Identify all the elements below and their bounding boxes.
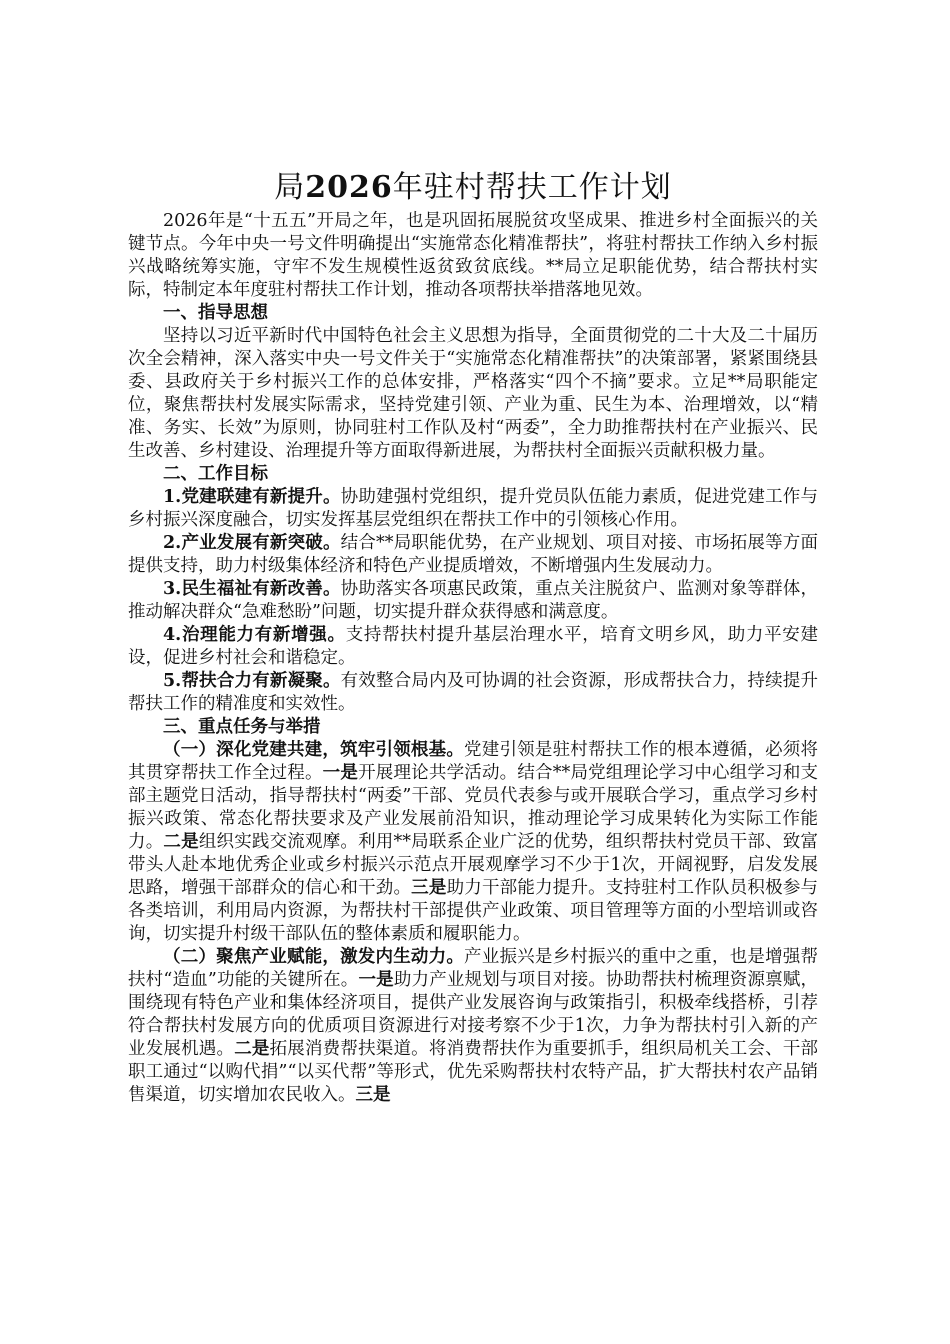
- goal-lead: 3.民生福祉有新改善。: [163, 579, 341, 599]
- task-text: 助力产业规划与项目对接。协助帮扶村梳理资源禀赋，围绕现有特色产业和集体经济项目，提供产业发展咨询与政策指引，积极牵线搭桥，引荐符合帮扶村发展方向的优质项目资源进行对接考察不少于1次，力争为帮扶村引入新的产业发展机遇。: [128, 970, 819, 1059]
- goal-item: [128, 670, 818, 716]
- goal-lead: 1.党建联建有新提升。: [163, 487, 341, 507]
- task-text: 助力干部能力提升。支持驻村工作队员积极参与各类培训，利用局内资源，为帮扶村干部提供产业政策、项目管理等方面的小型培训或咨询，切实提升村级干部队伍的整体素质和履职能力。: [128, 878, 819, 944]
- goal-item: [128, 578, 818, 624]
- task-text: 拓展消费帮扶渠道。将消费帮扶作为重要抓手，组织局机关工会、干部职工通过“以购代捐”“以买代帮”等形式，优先采购帮扶村农特产品，扩大帮扶村农产品销售渠道，切实增加农民收入。: [128, 1039, 819, 1105]
- section-heading-2: 二、工作目标: [163, 464, 268, 484]
- task-text: 组织实践交流观摩。利用**局联系企业广泛的优势，组织帮扶村党员干部、致富带头人赴本地优秀企业或乡村振兴示范点开展观摩学习不少于1次，开阔视野，启发发展思路，增强干部群众的信心和干劲。: [128, 832, 819, 898]
- title-year: 2026: [305, 170, 393, 205]
- goal-item: [128, 624, 818, 670]
- task-text: 党建引领是驻村帮扶工作的根本遵循，必须将其贯穿帮扶工作全过程。: [128, 740, 819, 783]
- section-heading-1: 一、指导思想: [163, 303, 268, 323]
- task-paragraph-2: [128, 946, 818, 1107]
- goal-text: 有效整合局内及可协调的社会资源，形成帮扶合力，持续提升帮扶工作的精准度和实效性。: [128, 671, 818, 714]
- goal-item: [128, 486, 818, 532]
- task-paragraph-1: [128, 739, 818, 946]
- task-keyword: 二是: [163, 832, 199, 852]
- goal-lead: 4.治理能力有新增强。: [163, 625, 346, 645]
- goal-item: [128, 532, 818, 578]
- task-keyword: 三是: [355, 1085, 391, 1105]
- section-1-paragraph: 坚持以习近平新时代中国特色社会主义思想为指导，全面贯彻党的二十大及二十届历次全会精神，深入落实中央一号文件关于“实施常态化精准帮扶”的决策部署，紧紧围绕县委、县政府关于乡村振兴工作的总体安排，严格落实“四个不摘”要求。立足**局职能定位，聚焦帮扶村发展实际需求，坚持党建引领、产业为重、民生为本、治理增效，以“精准、务实、长效”为原则，协同驻村工作队及村“两委”，全力助推帮扶村在产业振兴、民生改善、乡村建设、治理提升等方面取得新进展，为帮扶村全面振兴贡献积极力量。: [128, 326, 818, 461]
- task-keyword: 三是: [411, 878, 447, 898]
- intro-paragraph: 2026年是“十五五”开局之年，也是巩固拓展脱贫攻坚成果、推进乡村全面振兴的关键节点。今年中央一号文件明确提出“实施常态化精准帮扶”，将驻村帮扶工作纳入乡村振兴战略统筹实施，守牢不发生规模性返贫致贫底线。**局立足职能优势，结合帮扶村实际，特制定本年度驻村帮扶工作计划，推动各项帮扶举措落地见效。: [128, 211, 818, 300]
- title-suffix: 年驻村帮扶工作计划: [392, 170, 672, 205]
- task-keyword: 一是: [358, 970, 394, 990]
- goal-lead: 5.帮扶合力有新凝聚。: [163, 671, 341, 691]
- goal-lead: 2.产业发展有新突破。: [163, 533, 341, 553]
- goal-text: 协助落实各项惠民政策，重点关注脱贫户、监测对象等群体，推动解决群众“急难愁盼”问题，切实提升群众获得感和满意度。: [128, 579, 818, 622]
- document-page: [128, 168, 818, 1107]
- task-text: 产业振兴是乡村振兴的重中之重，也是增强帮扶村“造血”功能的关键所在。: [128, 947, 819, 990]
- task-lead: （二）聚焦产业赋能，激发内生动力。: [163, 947, 465, 967]
- goal-text: 协助建强村党组织，提升党员队伍能力素质，促进党建工作与乡村振兴深度融合，切实发挥基层党组织在帮扶工作中的引领核心作用。: [128, 487, 818, 530]
- goal-text: 支持帮扶村提升基层治理水平，培育文明乡风，助力平安建设，促进乡村社会和谐稳定。: [128, 625, 819, 668]
- task-lead: （一）深化党建共建，筑牢引领根基。: [163, 740, 465, 760]
- page-title: [128, 168, 818, 208]
- section-heading-3: 三、重点任务与举措: [163, 717, 321, 737]
- goal-text: 结合**局职能优势，在产业规划、项目对接、市场拓展等方面提供支持，助力村级集体经济和特色产业提质增效，不断增强内生发展动力。: [128, 533, 818, 576]
- task-keyword: 一是: [322, 763, 359, 783]
- task-text: 开展理论共学活动。结合**局党组理论学习中心组学习和支部主题党日活动，指导帮扶村“两委”干部、党员代表参与或开展联合学习，重点学习乡村振兴政策、常态化帮扶要求及产业发展前沿知识，推动理论学习成果转化为实际工作能力。: [128, 763, 819, 852]
- title-prefix: 局: [274, 170, 306, 205]
- task-keyword: 二是: [234, 1039, 270, 1059]
